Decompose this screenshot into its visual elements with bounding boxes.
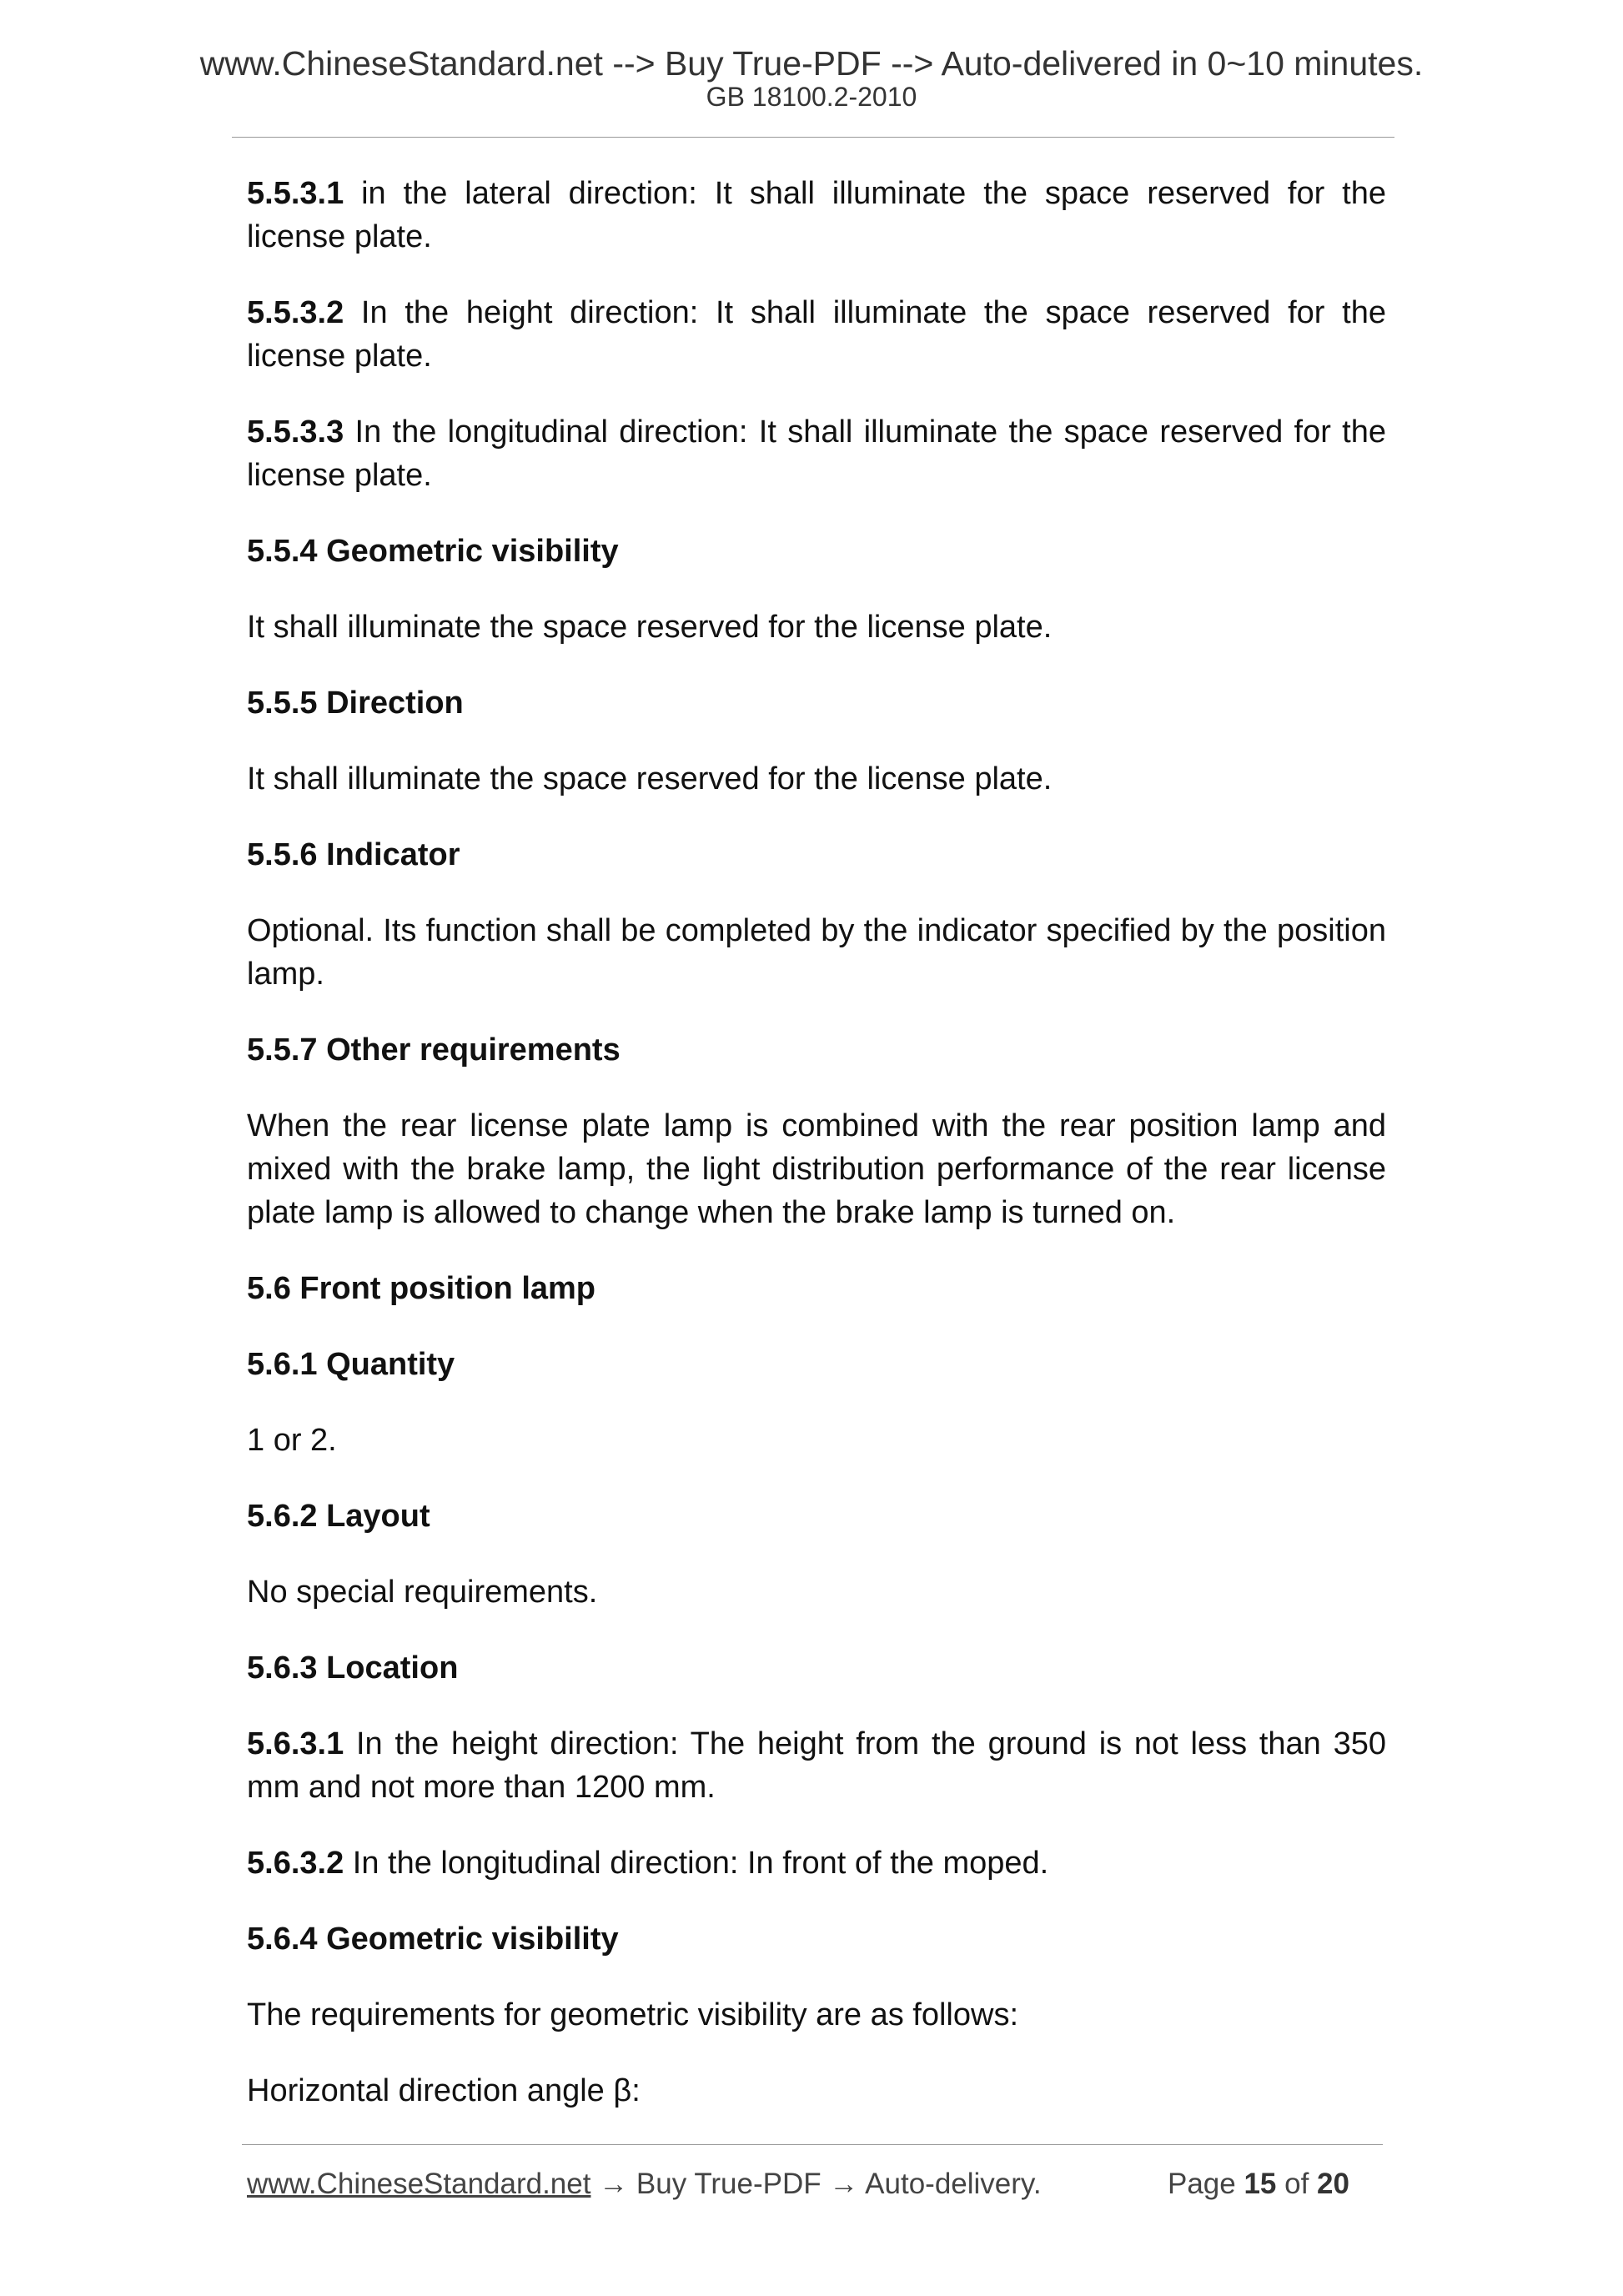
paragraph-5-5-6: Optional. Its function shall be completed by the indicator specified by the position lamp. [247, 913, 1386, 992]
paragraph-5-5-5: It shall illuminate the space reserved for the license plate. [247, 761, 1053, 796]
paragraph-5-5-7: When the rear license plate lamp is combined with the rear position lamp and mixed with the brake lamp, the light distribution performance of the rear license plate lamp is allowed to change when the brake lamp is turned on. [247, 1108, 1386, 1230]
paragraph-5-6-4: The requirements for geometric visibility are as follows: [247, 1997, 1019, 2032]
clause-text: In the height direction: It shall illuminate the space reserved for the license plate. [247, 295, 1386, 374]
standard-code: GB 18100.2-2010 [706, 82, 917, 112]
clause-5-5-3-1 [247, 172, 1386, 259]
clause-number: 5.6.3.2 [247, 1846, 344, 1881]
clause-text: In the longitudinal direction: It shall illuminate the space reserved for the license plate. [247, 414, 1386, 493]
footer-divider [242, 2144, 1383, 2145]
heading-5-5-4: 5.5.4 Geometric visibility [247, 534, 619, 569]
paragraph-5-6-4-angle: Horizontal direction angle β: [247, 2073, 641, 2108]
page-counter [1168, 2167, 1349, 2202]
footer-tagline: → Buy True-PDF → Auto-delivery. [590, 2168, 1042, 2200]
clause-number: 5.5.3.1 [247, 176, 344, 211]
clause-number: 5.5.3.3 [247, 414, 344, 450]
footer-promo [247, 2167, 1042, 2202]
page-of: of [1276, 2168, 1318, 2200]
header-banner: www.ChineseStandard.net --> Buy True-PDF --> Auto-delivered in 0~10 minutes. [199, 44, 1424, 83]
paragraph-5-6-1: 1 or 2. [247, 1423, 337, 1458]
footer-site-link[interactable]: www.ChineseStandard.net [247, 2168, 591, 2200]
heading-5-6-4: 5.6.4 Geometric visibility [247, 1922, 619, 1957]
page-total: 20 [1317, 2168, 1349, 2200]
page-label: Page [1168, 2168, 1244, 2200]
paragraph-5-6-2: No special requirements. [247, 1575, 598, 1610]
header-divider [232, 137, 1394, 138]
clause-text: In the longitudinal direction: In front of the moped. [344, 1846, 1049, 1881]
page-current: 15 [1244, 2168, 1277, 2200]
clause-5-6-3-1 [247, 1722, 1386, 1809]
heading-5-6-2: 5.6.2 Layout [247, 1499, 430, 1534]
clause-5-5-3-3 [247, 410, 1386, 497]
heading-5-5-7: 5.5.7 Other requirements [247, 1032, 621, 1068]
heading-5-5-5: 5.5.5 Direction [247, 686, 464, 721]
clause-text: in the lateral direction: It shall illuminate the space reserved for the license plate. [247, 176, 1386, 254]
paragraph-5-5-4: It shall illuminate the space reserved for the license plate. [247, 610, 1053, 645]
clause-5-5-3-2 [247, 291, 1386, 378]
document-body [247, 172, 1386, 2145]
clause-text: In the height direction: The height from the ground is not less than 350 mm and not more than 1200 mm. [247, 1726, 1386, 1805]
heading-5-6-3: 5.6.3 Location [247, 1650, 459, 1686]
clause-number: 5.6.3.1 [247, 1726, 344, 1761]
clause-5-6-3-2 [247, 1841, 1386, 1885]
clause-number: 5.5.3.2 [247, 295, 344, 330]
heading-5-6-1: 5.6.1 Quantity [247, 1347, 455, 1382]
heading-5-5-6: 5.5.6 Indicator [247, 837, 460, 872]
heading-5-6: 5.6 Front position lamp [247, 1271, 596, 1306]
